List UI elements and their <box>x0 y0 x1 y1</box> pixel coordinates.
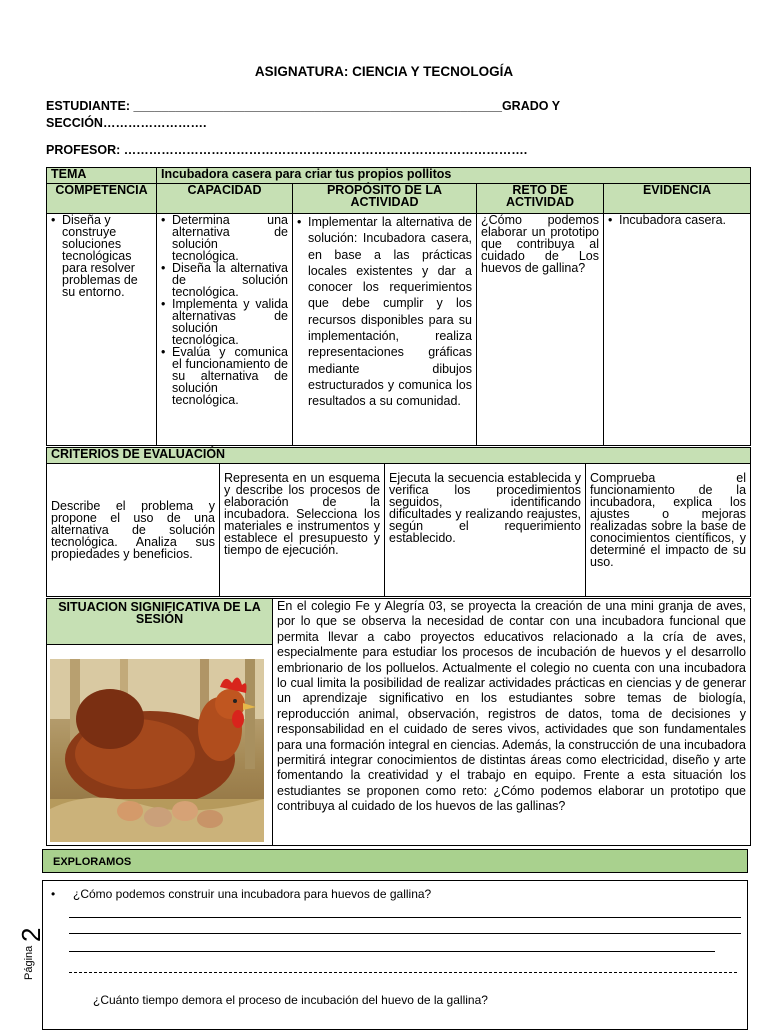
activity-table <box>46 167 751 446</box>
answer-line[interactable] <box>69 951 715 952</box>
proposito-item: • Implementar la alternativa de solución: Incubadora casera, en base a las prácticas locales existentes y dar a conocer los requerimientos que debe cumplir y los recursos disponibles para su implementación, realiza representaciones gráficas mediante dibujos estructurados y comunica los resultados a su comunidad. <box>306 214 472 410</box>
hen-image <box>50 659 264 842</box>
page-num: 2 <box>16 927 46 942</box>
criteria-item: Comprueba el funcionamiento de la incubadora, explica los ajustes o mejoras realizadas sobre la base de conocimientos científicos, y determiné el impacto de su uso. <box>586 464 751 597</box>
capacidad-item: • Evalúa y comunica el funcionamiento de su alternativa de solución tecnológica. <box>170 346 288 406</box>
capacidad-cell <box>157 214 293 446</box>
answer-line[interactable] <box>69 972 737 973</box>
col-proposito: PROPÓSITO DE LA ACTIVIDAD <box>293 184 477 214</box>
col-competencia: COMPETENCIA <box>47 184 157 214</box>
questions-box <box>42 880 748 1030</box>
topic-label: TEMA <box>47 168 157 184</box>
competencia-cell <box>47 214 157 446</box>
capacidad-item: • Determina una alternativa de solución tecnológica. <box>170 214 288 262</box>
col-evidencia: EVIDENCIA <box>604 184 751 214</box>
competencia-item: • Diseña y construye soluciones tecnológicas para resolver problemas de su entorno. <box>60 214 152 298</box>
criteria-item: Describe el problema y propone el uso de una alternativa de solución tecnológica. Analiza sus propiedades y beneficios. <box>47 464 220 597</box>
section-line: SECCIÓN……………………. <box>46 116 207 130</box>
page-title: ASIGNATURA: CIENCIA Y TECNOLOGÍA <box>254 64 514 79</box>
evidencia-cell <box>604 214 751 446</box>
situation-left <box>47 599 273 846</box>
student-line: ESTUDIANTE: _____________________________________________________GRADO Y <box>46 99 561 113</box>
topic-value: Incubadora casera para criar tus propios pollitos <box>157 168 751 184</box>
col-capacidad: CAPACIDAD <box>157 184 293 214</box>
capacidad-item: • Implementa y valida alternativas de solución tecnológica. <box>170 298 288 346</box>
criteria-table <box>46 447 751 597</box>
criteria-label: CRITERIOS DE EVALUACIÓN <box>47 448 751 464</box>
answer-line[interactable] <box>69 917 741 918</box>
situation-text: En el colegio Fe y Alegría 03, se proyecta la creación de una mini granja de aves, por lo que se observa la necesidad de contar con una incubadora funcional que permita llevar a cabo proyectos educativos relacionado a la cría de aves, especialmente para estudiar los procesos de incubación de huevos y el desarrollo embrionario de los polluelos. Actualmente el colegio no cuenta con una incubadora lo cual limita la posibilidad de realizar actividades prácticas en ciencias y de generar un aprendizaje significativo en los estudiantes sobre temas de biología, reproducción animal, observación, registros de datos, toma de decisiones y responsabilidad en el cuidado de seres vivos, actividades que son fundamentales para una formación integral en ciencias. Además, la construcción de una incubadora permitirá integrar conocimientos de distintas áreas como electricidad, diseño y arte fomentando la creatividad y el trabajo en equipo. Frente a esta situación los estudiantes se proponen como reto: ¿Cómo podemos elaborar un prototipo que contribuya al cuidado de los huevos de las gallinas? <box>273 599 751 846</box>
capacidad-item: • Diseña la alternativa de solución tecnológica. <box>170 262 288 298</box>
answer-line[interactable] <box>69 933 741 934</box>
reto-cell: ¿Cómo podemos elaborar un prototipo que contribuya al cuidado de Los huevos de gallina? <box>477 214 604 446</box>
question-1: • ¿Cómo podemos construir una incubadora para huevos de gallina? <box>73 887 431 901</box>
evidencia-item: • Incubadora casera. <box>617 214 746 226</box>
question-2: ¿Cuánto tiempo demora el proceso de incubación del huevo de la gallina? <box>93 993 488 1007</box>
page-label: Página <box>23 945 35 980</box>
teacher-line: PROFESOR: ……………………………………………………………………………………. <box>46 143 528 157</box>
criteria-item: Ejecuta la secuencia establecida y verifica los procedimientos seguidos, identificando dificultades y realizando reajustes, según el requerimiento establecido. <box>385 464 586 597</box>
situation-table <box>46 598 751 846</box>
criteria-item: Representa en un esquema y describe los procesos de elaboración de la incubadora. Selecciona los materiales e instrumentos y establece el presupuesto y tiempo de ejecución. <box>220 464 385 597</box>
col-reto: RETO DE ACTIVIDAD <box>477 184 604 214</box>
proposito-cell <box>293 214 477 446</box>
situation-label: SITUACION SIGNIFICATIVA DE LA SESIÓN <box>47 599 272 645</box>
page-number <box>2 900 46 980</box>
explore-header: EXPLORAMOS <box>42 849 748 873</box>
